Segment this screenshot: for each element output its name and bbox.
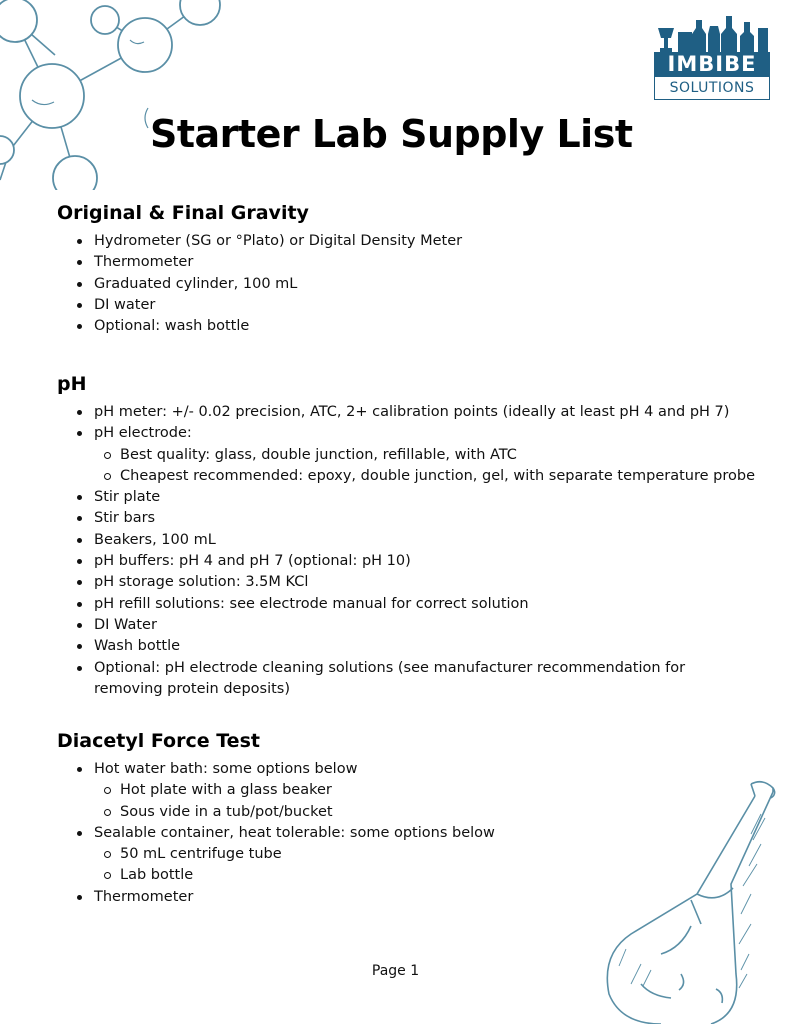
list-item: DI Water bbox=[94, 615, 757, 636]
imbibe-logo bbox=[654, 14, 770, 100]
list-item: Thermometer bbox=[94, 887, 757, 908]
list-item: Stir plate bbox=[94, 487, 757, 508]
sub-list-item: Best quality: glass, double junction, refillable, with ATC bbox=[120, 445, 757, 466]
list-item-text: pH electrode: bbox=[94, 425, 192, 442]
list-item: Optional: wash bottle bbox=[94, 316, 757, 337]
section-gravity bbox=[57, 201, 757, 337]
section-heading: pH bbox=[57, 373, 87, 395]
sub-list-item: Cheapest recommended: epoxy, double junction, gel, with separate temperature probe bbox=[120, 466, 757, 487]
list-item-text: Hot water bath: some options below bbox=[94, 761, 358, 777]
list-item: Stir bars bbox=[94, 508, 757, 529]
page-title: Starter Lab Supply List bbox=[150, 112, 633, 156]
logo-subtitle: SOLUTIONS bbox=[654, 76, 770, 100]
sub-list-item: Hot plate with a glass beaker bbox=[120, 780, 757, 801]
sub-list-item: 50 mL centrifuge tube bbox=[120, 844, 757, 865]
flask-illustration bbox=[601, 774, 791, 1024]
list-item: Wash bottle bbox=[94, 636, 757, 657]
list-item: Beakers, 100 mL bbox=[94, 530, 757, 551]
list-item: Graduated cylinder, 100 mL bbox=[94, 274, 757, 295]
bullet-list bbox=[57, 231, 757, 337]
sub-list-item: Sous vide in a tub/pot/bucket bbox=[120, 802, 757, 823]
logo-wordmark: IMBIBE bbox=[654, 52, 770, 76]
page-number: Page 1 bbox=[371, 963, 420, 979]
section-heading: Original & Final Gravity bbox=[57, 202, 309, 224]
list-item: pH meter: +/- 0.02 precision, ATC, 2+ calibration points (ideally at least pH 4 and pH 7) bbox=[94, 402, 757, 423]
sub-list bbox=[94, 445, 757, 488]
list-item: pH storage solution: 3.5M KCl bbox=[94, 572, 757, 593]
list-item: pH refill solutions: see electrode manual for correct solution bbox=[94, 594, 757, 615]
bullet-list bbox=[57, 402, 757, 700]
list-item: Thermometer bbox=[94, 252, 757, 273]
list-item-text: Sealable container, heat tolerable: some options below bbox=[94, 824, 495, 841]
list-item: Optional: pH electrode cleaning solutions (see manufacturer recommendation for removing protein deposits) bbox=[94, 658, 757, 701]
list-item: pH buffers: pH 4 and pH 7 (optional: pH 10) bbox=[94, 551, 757, 572]
list-item: DI water bbox=[94, 295, 757, 316]
bottles-icon bbox=[654, 14, 770, 54]
section-ph bbox=[57, 372, 757, 700]
sub-list-item: Lab bottle bbox=[120, 865, 757, 886]
section-heading: Diacetyl Force Test bbox=[57, 730, 260, 752]
list-item: Hydrometer (SG or °Plato) or Digital Density Meter bbox=[94, 231, 757, 252]
list-item bbox=[94, 423, 757, 487]
